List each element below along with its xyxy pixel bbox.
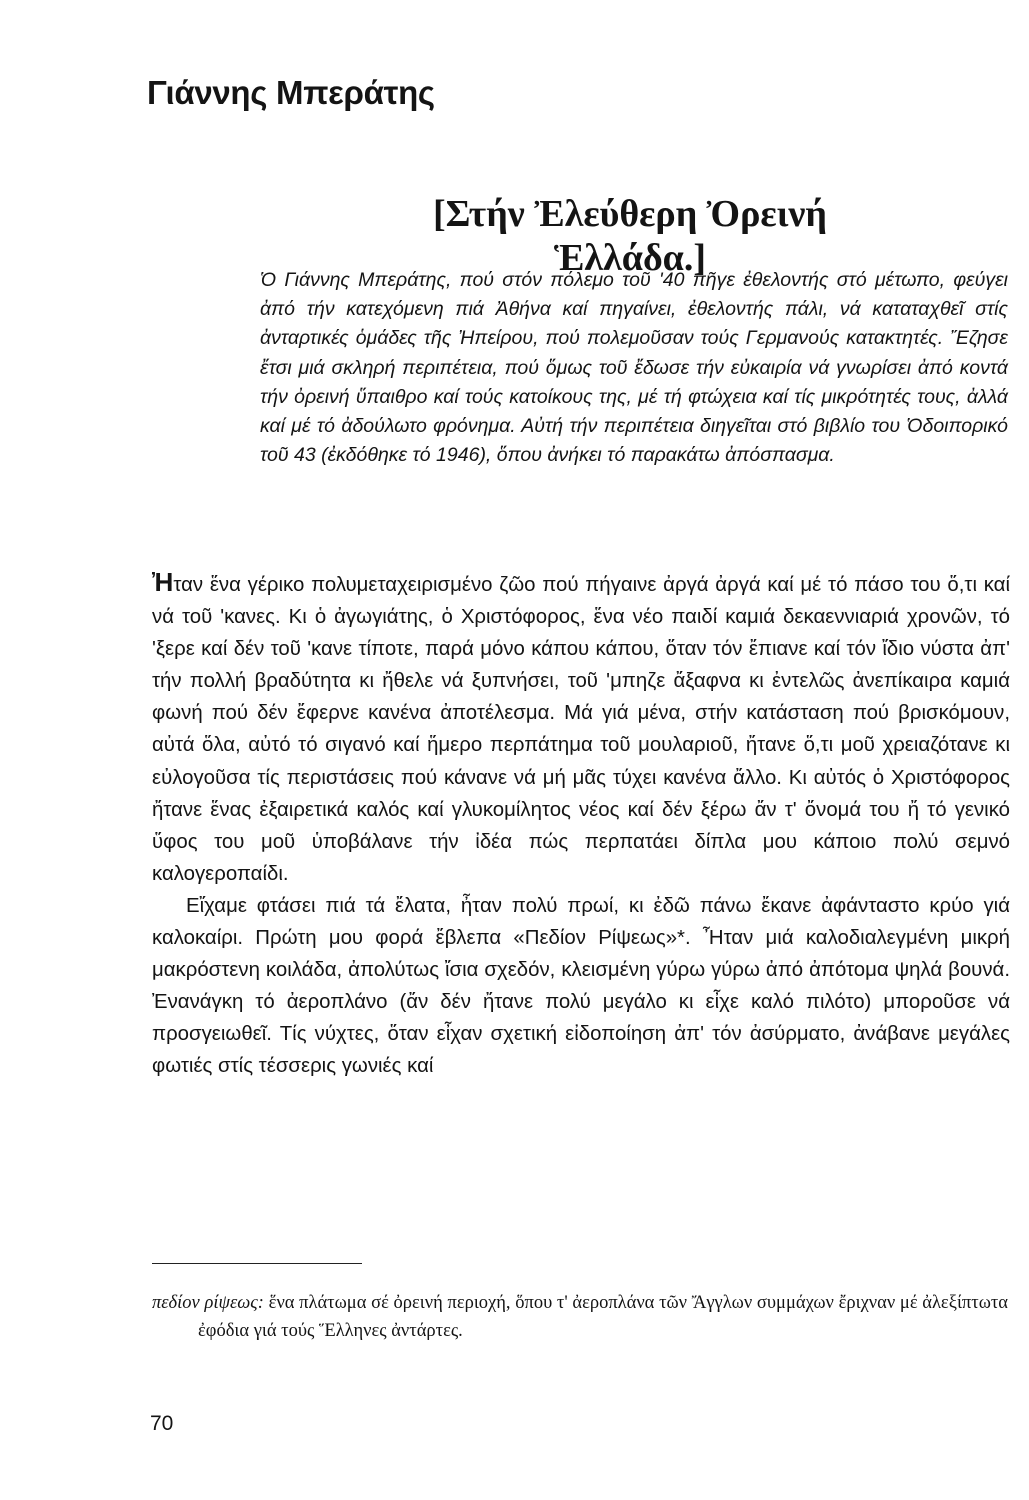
chapter-title: [Στήν Ἐλεύθερη Ὀρεινή Ἑλλάδα.] bbox=[433, 193, 827, 279]
initial-letter: Ἠ bbox=[152, 567, 174, 597]
body-paragraph: Εἴχαμε φτάσει πιά τά ἔλατα, ἦταν πολύ πρωί, κι ἐδῶ πάνω ἔκανε ἀφάνταστο κρύο γιά καλοκαίρι. Πρώτη μου φορά ἔβλεπα «Πεδίον Ρίψεως»*. Ἦταν μιά καλοδιαλεγμένη μικρή μακρόστενη κοιλάδα, ἀπολύτως ἴσια σχεδόν, κλεισμένη γύρω γύρω ἀπό ἀπότομα ψηλά βουνά. Ἐνανάγκη τό ἀεροπλάνο (ἄν δέν ἤτανε πολύ μεγάλο κι εἶχε καλό πιλότο) μποροῦσε νά προσγειωθεῖ. Τίς νύχτες, ὅταν εἶχαν σχετική εἰδοποίηση ἀπ' τόν ἀσύρματο, ἀνάβανε μεγάλες φωτιές στίς τέσσερις γωνιές καί bbox=[152, 894, 1010, 1078]
page-number: 70 bbox=[150, 1412, 174, 1435]
footnote bbox=[152, 1290, 1008, 1345]
footnote-body bbox=[152, 1290, 1008, 1345]
author-heading: Γιάννης Μπεράτης bbox=[147, 74, 435, 111]
main-text bbox=[152, 566, 1010, 1083]
body-paragraph bbox=[152, 566, 1010, 890]
footnote-text: ἕνα πλάτωμα σέ ὀρεινή περιοχή, ὅπου τ' ἀεροπλάνα τῶν Ἄγγλων συμμάχων ἔριχναν μέ ἀλεξίπτωτα ἐφόδια γιά τούς Ἕλληνες ἀντάρτες. bbox=[198, 1293, 1009, 1341]
body-paragraph-text: ταν ἕνα γέρικο πολυμεταχειρισμένο ζῶο πού πήγαινε ἀργά ἀργά καί μέ τό πάσο του ὅ,τι καί νά τοῦ 'κανες. Κι ὁ ἀγωγιάτης, ὁ Χριστόφορος, ἕνα νέο παιδί καμιά δεκαεννιαριά χρονῶν, τό 'ξερε καί δέν τοῦ 'κανε τίποτε, παρά μόνο κάπου κάπου, ὅταν τόν ἔπιανε καί τόν ἴδιο νύστα ἀπ' τήν πολλή βραδύτητα κι ἤθελε νά ξυπνήσει, τοῦ 'μπηζε ἄξαφνα κι ἐντελῶς ἀνεπίκαιρα καμιά φωνή πού δέν ἔφερνε κανένα ἀποτέλεσμα. Μά γιά μένα, στήν κατάσταση πού βρισκόμουν, αὐτά ὅλα, αὐτό τό σιγανό καί ἥμερο περπάτημα τοῦ μουλαριοῦ, ἤτανε ὅ,τι μοῦ χρειαζότανε κι εὐλογοῦσα τίς περιστάσεις πού κάνανε νά μή μᾶς τύχει κανένα ἄλλο. Κι αὐτός ὁ Χριστόφορος ἤτανε ἕνας ἐξαιρετικά καλός καί γλυκομίλητος νέος καί δέν ξέρω ἄν τ' ὄνομά του ἤ τό γενικό ὕφος του μοῦ ὑποβάλανε τήν ἰδέα πώς περπατάει δίπλα μου κάποιο πολύ σεμνό καλογεροπαίδι. bbox=[152, 574, 1010, 885]
footnote-divider bbox=[152, 1263, 362, 1264]
footnote-term: πεδίον ρίψεως: bbox=[152, 1293, 264, 1313]
intro-paragraph: Ὁ Γιάννης Μπεράτης, πού στόν πόλεμο τοῦ '40 πῆγε ἐθελοντής στό μέτωπο, φεύγει ἀπό τήν κατεχόμενη πιά Ἀθήνα καί πηγαίνει, ἐθελοντής πάλι, νά καταταχθεῖ στίς ἀνταρτικές ὁμάδες τῆς Ἠπείρου, πού πολεμοῦσαν τούς Γερμανούς κατακτητές. Ἔζησε ἔτσι μιά σκληρή περιπέτεια, πού ὅμως τοῦ ἔδωσε τήν εὐκαιρία νά γνωρίσει ἀπό κοντά τήν ὀρεινή ὕπαιθρο καί τούς κατοίκους της, μέ τή φτώχεια καί τίς μικρότητές τους, ἀλλά καί μέ τό ἀδούλωτο φρόνημα. Αὐτή τήν περιπέτεια διηγεῖται στό βιβλίο του Ὁδοιπορικό τοῦ 43 (ἐκδόθηκε τό 1946), ὅπου ἀνήκει τό παρακάτω ἀπόσπασμα. bbox=[260, 269, 1008, 467]
